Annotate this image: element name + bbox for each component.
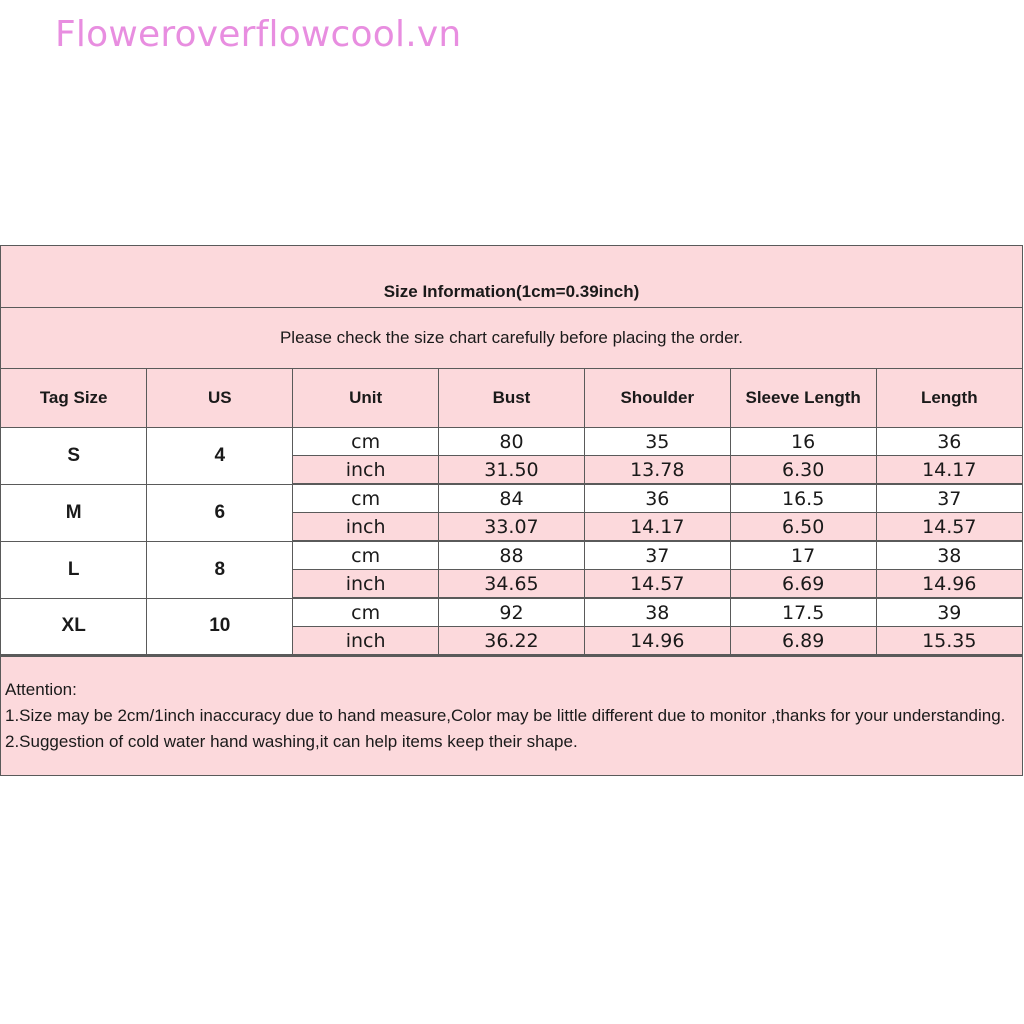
chart-subtitle: Please check the size chart carefully before placing the order. <box>1 308 1022 369</box>
shoulder-cell: 37 <box>584 541 730 570</box>
bust-cell: 84 <box>439 484 585 513</box>
us-size-cell: 6 <box>147 484 293 541</box>
shoulder-cell: 35 <box>584 428 730 456</box>
sleeve-length-cell: 6.30 <box>730 456 876 485</box>
bust-cell: 36.22 <box>439 627 585 655</box>
bust-cell: 34.65 <box>439 570 585 599</box>
us-size-cell: 8 <box>147 541 293 598</box>
length-cell: 36 <box>876 428 1022 456</box>
attention-heading: Attention: <box>5 680 77 699</box>
attention-note-1: 1.Size may be 2cm/1inch inaccuracy due to hand measure,Color may be little different due to monitor ,thanks for your understanding. <box>5 706 1006 725</box>
header-sleeve-length: Sleeve Length <box>730 369 876 428</box>
watermark-text: Floweroverflowcool.vn <box>55 14 462 55</box>
unit-cell: inch <box>293 456 439 485</box>
header-tag-size: Tag Size <box>1 369 147 428</box>
shoulder-cell: 36 <box>584 484 730 513</box>
shoulder-cell: 14.57 <box>584 570 730 599</box>
sleeve-length-cell: 6.50 <box>730 513 876 542</box>
sleeve-length-cell: 16 <box>730 428 876 456</box>
unit-cell: cm <box>293 598 439 627</box>
bust-cell: 80 <box>439 428 585 456</box>
bust-cell: 88 <box>439 541 585 570</box>
attention-notes <box>1 655 1022 775</box>
tag-size-cell: M <box>1 484 147 541</box>
sleeve-length-cell: 6.89 <box>730 627 876 655</box>
attention-note-2: 2.Suggestion of cold water hand washing,it can help items keep their shape. <box>5 732 578 751</box>
tag-size-cell: XL <box>1 598 147 655</box>
table-row <box>1 428 1022 456</box>
shoulder-cell: 14.17 <box>584 513 730 542</box>
unit-cell: inch <box>293 570 439 599</box>
table-row <box>1 484 1022 513</box>
length-cell: 14.57 <box>876 513 1022 542</box>
header-length: Length <box>876 369 1022 428</box>
table-row <box>1 541 1022 570</box>
sleeve-length-cell: 17.5 <box>730 598 876 627</box>
table-header-row <box>1 369 1022 428</box>
size-table <box>1 369 1022 655</box>
header-shoulder: Shoulder <box>584 369 730 428</box>
length-cell: 39 <box>876 598 1022 627</box>
header-us: US <box>147 369 293 428</box>
us-size-cell: 10 <box>147 598 293 655</box>
sleeve-length-cell: 6.69 <box>730 570 876 599</box>
length-cell: 37 <box>876 484 1022 513</box>
tag-size-cell: S <box>1 428 147 485</box>
bust-cell: 92 <box>439 598 585 627</box>
length-cell: 14.17 <box>876 456 1022 485</box>
bust-cell: 33.07 <box>439 513 585 542</box>
shoulder-cell: 14.96 <box>584 627 730 655</box>
sleeve-length-cell: 17 <box>730 541 876 570</box>
length-cell: 15.35 <box>876 627 1022 655</box>
shoulder-cell: 13.78 <box>584 456 730 485</box>
header-unit: Unit <box>293 369 439 428</box>
length-cell: 38 <box>876 541 1022 570</box>
unit-cell: inch <box>293 513 439 542</box>
unit-cell: inch <box>293 627 439 655</box>
bust-cell: 31.50 <box>439 456 585 485</box>
unit-cell: cm <box>293 541 439 570</box>
table-row <box>1 598 1022 627</box>
unit-cell: cm <box>293 484 439 513</box>
us-size-cell: 4 <box>147 428 293 485</box>
unit-cell: cm <box>293 428 439 456</box>
size-chart <box>0 245 1023 776</box>
length-cell: 14.96 <box>876 570 1022 599</box>
chart-title: Size Information(1cm=0.39inch) <box>1 246 1022 308</box>
tag-size-cell: L <box>1 541 147 598</box>
shoulder-cell: 38 <box>584 598 730 627</box>
header-bust: Bust <box>439 369 585 428</box>
sleeve-length-cell: 16.5 <box>730 484 876 513</box>
